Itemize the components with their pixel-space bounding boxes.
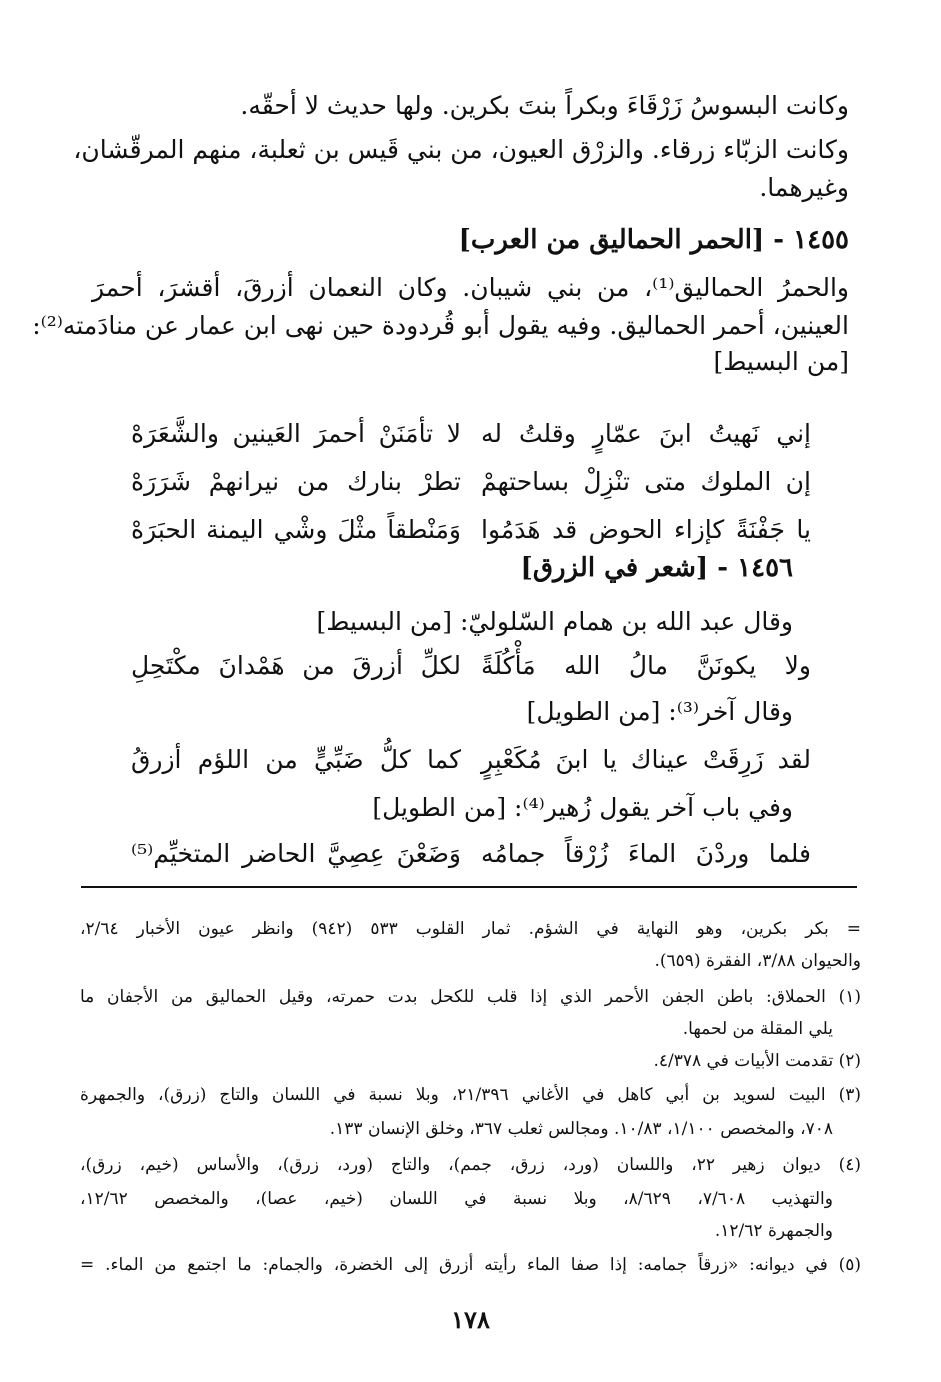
paragraph-line: العينين، أحمر الحماليق. وفيه يقول أبو قُردودة حين نهى ابن عمار عن منادَمته⁽²⁾: bbox=[32, 311, 849, 340]
paragraph-line: وغيرهما. bbox=[759, 173, 849, 202]
verse-first-hemistich: ولا يكونَنَّ مالُ الله مَأْكُلَةً bbox=[481, 651, 811, 680]
verse-first-hemistich: لقد زَرِقَتْ عيناك يا ابنَ مُكَعْبِرٍ bbox=[481, 745, 811, 774]
verse-first-hemistich: إني نَهيتُ ابنَ عمّارٍ وقلتُ له bbox=[481, 419, 811, 448]
footnote-line: يلي المقلة من لحمها. bbox=[682, 1019, 833, 1039]
section-heading-1456: ١٤٥٦ - [شعر في الزرق] bbox=[520, 553, 793, 583]
footnote-line: (١) الحملاق: باطن الجفن الأحمر الذي إذا قلب للكحل بدت حمرته، وقيل الحماليق من الأجفان ما bbox=[80, 987, 861, 1007]
verse-line bbox=[131, 464, 811, 500]
footnote-separator bbox=[81, 886, 857, 888]
footnote-line: ٧٠٨، والمخصص ١/١٠٠، ١٠/٨٣. ومجالس ثعلب ٣٦٧، وخلق الإنسان ١٣٣. bbox=[329, 1119, 833, 1139]
footnote-line: والحيوان ٣/٨٨، الفقرة (٦٥٩). bbox=[654, 951, 861, 971]
verse-line bbox=[131, 836, 811, 872]
verse-first-hemistich: يا جَفْنَةً كإزاء الحوض قد هَدَمُوا bbox=[481, 515, 811, 544]
section-heading-1455: ١٤٥٥ - [الحمر الحماليق من العرب] bbox=[458, 225, 849, 255]
poem-intro: وقال عبد الله بن همام السّلوليّ: [من البسيط] bbox=[316, 607, 793, 636]
footnote-line: (٢) تقدمت الأبيات في ٤/٣٧٨. bbox=[653, 1051, 861, 1071]
footnote-line: (٣) البيت لسويد بن أبي كاهل في الأغاني ٢١/٣٩٦، وبلا نسبة في اللسان والتاج (زرق)، والجمهرة bbox=[80, 1085, 861, 1105]
verse-second-hemistich: لكلِّ أزرقَ من هَمْدانَ مكْتَحِلِ bbox=[131, 651, 461, 680]
paragraph-line: وكانت البسوسُ زَرْقَاءَ وبكراً بنتَ بكرين. ولها حديث لا أحقّه. bbox=[240, 91, 849, 120]
poem-intro: وقال آخر⁽³⁾: [من الطويل] bbox=[526, 697, 793, 726]
poem-intro: وفي باب آخر يقول زُهير⁽⁴⁾: [من الطويل] bbox=[372, 793, 793, 822]
page-number: ١٧٨ bbox=[451, 1305, 490, 1334]
verse-line bbox=[131, 648, 811, 684]
footnote-line: (٥) في ديوانه: «زرقاً جمامه: إذا صفا الماء رأيته أزرق إلى الخضرة، والجمام: ما اجتمع من الماء. = bbox=[80, 1255, 861, 1275]
verse-first-hemistich: فلما وردْنَ الماءَ زُرْقاً جمامُه bbox=[481, 839, 811, 868]
verse-second-hemistich: وَضَعْنَ عِصِيَّ الحاضر المتخيِّم⁽⁵⁾ bbox=[131, 839, 461, 868]
verse-second-hemistich: كما كلُّ ضَبِّيٍّ من اللؤم أزرقُ bbox=[131, 745, 461, 774]
paragraph-line: وكانت الزبّاء زرقاء. والزرْق العيون، من بني قَيس بن ثعلبة، منهم المرقّشان، bbox=[73, 135, 849, 164]
verse-second-hemistich: وَمَنْطقاً مثْلَ وشْي اليمنة الحبَرَهْ bbox=[131, 515, 461, 544]
verse-line bbox=[131, 416, 811, 452]
verse-second-hemistich: لا تأمَنَنْ أحمرَ العَينين والشَّعَرَهْ bbox=[131, 419, 461, 448]
verse-line bbox=[131, 742, 811, 778]
footnote-line: (٤) ديوان زهير ٢٢، واللسان (ورد، زرق، جمم)، والتاج (ورد، زرق)، والأساس (خيم، زرق)، bbox=[80, 1155, 862, 1175]
verse-second-hemistich: تطرْ بنارك من نيرانهمْ شَرَرَهْ bbox=[131, 467, 461, 496]
verse-first-hemistich: إن الملوك متى تنْزِلْ بساحتهمْ bbox=[481, 467, 811, 496]
footnote-line: والجمهرة ١٢/٦٢. bbox=[714, 1221, 833, 1241]
footnote-line: والتهذيب ٧/٦٠٨، ٨/٦٢٩، وبلا نسبة في اللسان (خيم، عصا)، والمخصص ١٢/٦٢، bbox=[80, 1189, 833, 1209]
paragraph-line: والحمرُ الحماليق⁽¹⁾، من بني شيبان. وكان النعمان أزرقَ، أقشرَ، أحمرَ bbox=[92, 273, 849, 302]
footnote-line: = بكر بكرين، وهو النهاية في الشؤم. ثمار القلوب ٥٣٣ (٩٤٢) وانظر عيون الأخبار ٢/٦٤، bbox=[80, 919, 861, 939]
verse-line bbox=[131, 512, 811, 548]
meter-label: [من البسيط] bbox=[713, 347, 849, 376]
